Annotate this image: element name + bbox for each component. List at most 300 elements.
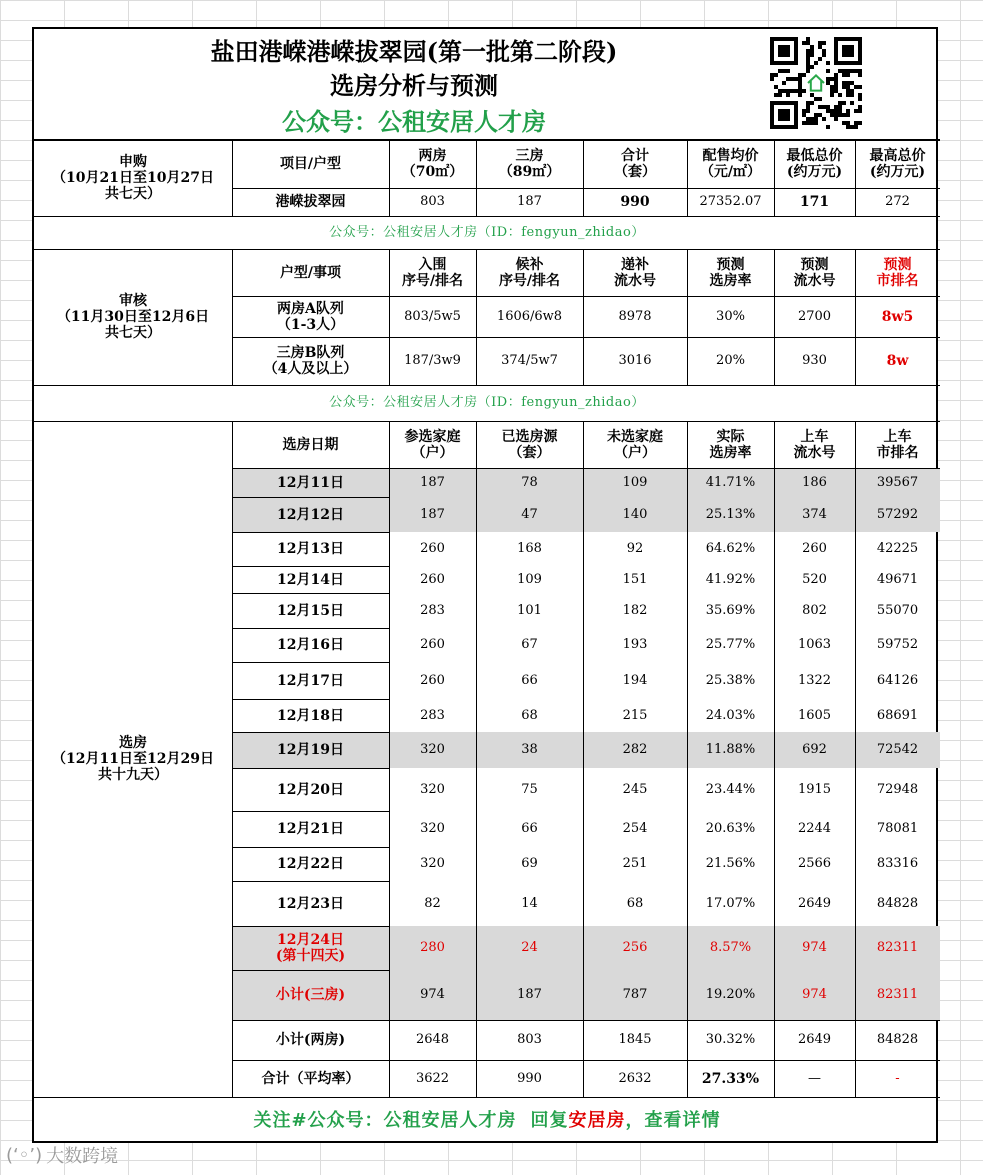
qr-module: [858, 69, 862, 73]
select-data-cell: 168: [517, 541, 542, 556]
qr-module: [774, 73, 778, 77]
qr-module: [810, 65, 814, 69]
qr-module: [806, 41, 810, 45]
qr-module: [830, 85, 834, 89]
select-data-cell: 17.07%: [705, 895, 756, 911]
select-data-cell: 283: [420, 707, 445, 723]
select-data-cell: 合计（平均率）: [261, 1070, 360, 1087]
qr-module: [826, 105, 830, 109]
select-data-cell: 151: [622, 571, 648, 587]
qr-module: [818, 97, 822, 101]
select-data-cell: 12月13日: [277, 541, 344, 557]
qr-module: [778, 89, 782, 93]
title-line-1: 盐田港嵘港嵘拔翠园(第一批第二阶段): [210, 37, 618, 66]
qr-module: [806, 101, 810, 105]
select-data-cell: 12月22日: [277, 856, 344, 872]
qr-finder-core: [842, 45, 854, 57]
qr-module: [818, 113, 822, 117]
qr-module: [782, 81, 786, 85]
qr-module: [826, 109, 830, 113]
qr-module: [854, 69, 858, 73]
select-data-cell: 187: [517, 987, 542, 1002]
qr-module: [854, 85, 858, 89]
qr-module: [806, 69, 810, 73]
qr-module: [842, 101, 846, 105]
review-data-cell: 930: [802, 353, 827, 368]
select-data-cell: 35.69%: [705, 602, 756, 618]
qr-module: [806, 37, 810, 41]
qr-module: [810, 53, 814, 57]
select-data-cell: 25.77%: [705, 637, 756, 652]
select-data-cell: 12月24日 (第十四天): [275, 932, 346, 964]
select-data-cell: 25.38%: [705, 672, 756, 688]
select-data-cell: 320: [420, 742, 445, 757]
qr-module: [858, 85, 862, 89]
qr-module: [834, 113, 838, 117]
select-data-cell: 68691: [876, 707, 919, 723]
qr-finder-core: [778, 45, 790, 57]
select-data-cell: 66: [521, 672, 538, 688]
select-header-cell: 未选家庭 （户）: [607, 428, 663, 461]
review-data-cell: 8978: [618, 308, 652, 324]
select-data-cell: 24.03%: [705, 707, 756, 723]
apply-data-cell: 187: [517, 194, 542, 209]
qr-module: [842, 69, 846, 73]
footer-text-2: 回复: [530, 1110, 569, 1131]
select-data-cell: 23.44%: [705, 781, 756, 797]
select-data-cell: 19.20%: [705, 987, 756, 1002]
select-data-cell: —: [808, 1070, 821, 1086]
qr-module: [842, 121, 846, 125]
qr-module: [778, 69, 782, 73]
qr-module: [838, 93, 842, 97]
qr-module: [802, 41, 806, 45]
select-data-cell: 11.88%: [705, 742, 756, 757]
select-data-cell: 92: [626, 541, 644, 556]
analysis-sheet: [32, 27, 938, 1143]
select-data-cell: 974: [420, 987, 445, 1002]
apply-header-cell: 最高总价 (约万元): [869, 147, 926, 180]
apply-data-cell: 990: [620, 194, 650, 210]
select-data-cell: 1915: [797, 781, 832, 797]
qr-module: [806, 53, 810, 57]
qr-module: [802, 121, 806, 125]
review-data-cell: 三房B队列 （4人及以上）: [263, 345, 358, 377]
review-header-cell: 候补 序号/排名: [498, 256, 561, 289]
qr-module: [830, 93, 834, 97]
select-data-cell: 24: [521, 940, 538, 955]
qr-module: [770, 77, 774, 81]
footer-text-3: 安居房: [568, 1110, 626, 1131]
review-data-cell: 2700: [797, 308, 832, 324]
qr-module: [842, 85, 846, 89]
qr-finder-core: [778, 109, 790, 121]
qr-module: [822, 41, 826, 45]
apply-header-cell: 合计 （套）: [614, 147, 656, 180]
qr-module: [786, 89, 790, 93]
qr-module: [834, 77, 838, 81]
qr-module: [858, 105, 862, 109]
select-data-cell: 68: [521, 707, 538, 723]
footer-text-4: ，查看详情: [625, 1110, 721, 1131]
select-data-cell: 12月19日: [277, 742, 344, 758]
qr-module: [846, 69, 850, 73]
qr-module: [774, 93, 778, 97]
footer-banner: [34, 1099, 940, 1143]
select-header-cell: 参选家庭 （户）: [404, 428, 461, 461]
select-header-cell: 选房日期: [282, 436, 339, 453]
select-data-cell: 69: [521, 856, 538, 871]
qr-module: [806, 49, 810, 53]
qr-module: [846, 125, 850, 129]
qr-module: [850, 81, 854, 85]
select-data-cell: 282: [622, 742, 648, 757]
select-data-cell: 49671: [876, 571, 919, 587]
review-data-cell: 187/3w9: [404, 353, 461, 368]
qr-module: [850, 101, 854, 105]
select-data-cell: 787: [622, 987, 648, 1002]
select-data-cell: 3622: [415, 1070, 450, 1086]
qr-module: [790, 89, 794, 93]
qr-module: [822, 117, 826, 121]
qr-module: [822, 105, 826, 109]
select-data-cell: 182: [622, 602, 648, 618]
wechat-banner-2: 公众号：公租安居人才房（ID：fengyun_zhidao）: [329, 395, 645, 410]
qr-module: [838, 69, 842, 73]
select-data-cell: 974: [802, 987, 827, 1002]
apply-header-cell: 最低总价 (约万元): [786, 147, 843, 180]
select-data-cell: 245: [622, 781, 648, 797]
qr-module: [850, 125, 854, 129]
select-data-cell: 47: [521, 506, 538, 522]
qr-module: [794, 89, 798, 93]
select-data-cell: 251: [622, 856, 648, 871]
select-data-cell: 41.92%: [705, 571, 756, 587]
select-data-cell: 78: [521, 474, 538, 490]
select-data-cell: 187: [420, 506, 445, 522]
select-data-cell: 260: [420, 571, 445, 587]
stage-label-select: 选房 （12月11日至12月29日 共十九天）: [52, 735, 214, 783]
qr-module: [814, 117, 818, 121]
select-data-cell: 68: [626, 895, 644, 911]
select-data-cell: 12月21日: [277, 821, 344, 837]
qr-module: [814, 113, 818, 117]
qr-module: [778, 93, 782, 97]
qr-module: [834, 81, 838, 85]
qr-module: [854, 121, 858, 125]
select-data-cell: 25.13%: [705, 506, 756, 522]
select-data-cell: 12月12日: [277, 506, 344, 523]
select-data-cell: 802: [802, 602, 827, 618]
select-data-cell: 小计(两房): [275, 1032, 346, 1048]
select-data-cell: 64126: [876, 672, 919, 688]
select-data-cell: 2648: [415, 1032, 450, 1047]
qr-module: [826, 81, 830, 85]
qr-module: [802, 89, 806, 93]
select-data-cell: 72948: [876, 781, 919, 797]
watermark-text: 大数跨境: [46, 1146, 119, 1167]
select-data-cell: 57292: [876, 506, 919, 522]
stage-label-apply: 申购 （10月21日至10月27日 共七天）: [52, 153, 214, 202]
select-data-cell: 2632: [618, 1070, 652, 1086]
qr-module: [830, 77, 834, 81]
qr-module: [818, 57, 822, 61]
qr-module: [842, 73, 846, 77]
select-data-cell: 82: [424, 895, 441, 911]
qr-module: [846, 85, 850, 89]
select-data-cell: 14: [521, 895, 538, 911]
qr-module: [798, 89, 802, 93]
select-data-cell: 186: [802, 474, 827, 490]
select-data-cell: -: [895, 1070, 900, 1086]
footer-text-1: 关注#公众号：公租安居人才房: [253, 1110, 517, 1131]
qr-module: [814, 121, 818, 125]
wechat-banner-1: 公众号：公租安居人才房（ID：fengyun_zhidao）: [329, 224, 645, 240]
select-data-cell: 1845: [618, 1032, 652, 1047]
select-data-cell: 280: [420, 940, 445, 955]
select-data-cell: 12月17日: [277, 672, 344, 689]
select-data-cell: 320: [420, 856, 445, 871]
qr-module: [834, 105, 838, 109]
apply-header-cell: 三房 （89㎡）: [498, 147, 561, 180]
apply-header-cell: 项目/户型: [279, 155, 342, 172]
select-data-cell: 374: [802, 506, 827, 522]
qr-module: [822, 53, 826, 57]
qr-module: [810, 101, 814, 105]
select-data-cell: 27.33%: [701, 1070, 760, 1087]
qr-module: [854, 109, 858, 113]
qr-module: [814, 97, 818, 101]
qr-module: [834, 109, 838, 113]
qr-module: [850, 93, 854, 97]
select-data-cell: 83316: [876, 856, 919, 871]
qr-module: [806, 57, 810, 61]
select-data-cell: 1605: [797, 707, 832, 723]
select-data-cell: 256: [622, 940, 648, 955]
qr-module: [858, 73, 862, 77]
qr-module: [846, 113, 850, 117]
watermark: [6, 1142, 118, 1168]
qr-module: [782, 69, 786, 73]
qr-module: [806, 105, 810, 109]
qr-module: [798, 73, 802, 77]
select-data-cell: 260: [420, 541, 445, 556]
select-data-cell: 30.32%: [705, 1032, 756, 1047]
qr-module: [834, 85, 838, 89]
select-data-cell: 78081: [876, 821, 919, 836]
review-data-cell: 30%: [716, 308, 745, 324]
select-data-cell: 320: [420, 781, 445, 797]
qr-module: [802, 73, 806, 77]
qr-module: [838, 105, 842, 109]
select-data-cell: 254: [622, 821, 648, 836]
select-header-cell: 上车 市排名: [876, 428, 919, 461]
qr-module: [810, 117, 814, 121]
review-data-cell: 803/5w5: [404, 308, 461, 324]
review-header-cell: 入围 序号/排名: [401, 256, 464, 289]
select-data-cell: 2649: [797, 1032, 832, 1047]
select-data-cell: 66: [521, 821, 538, 836]
qr-module: [798, 85, 802, 89]
qr-module: [850, 89, 854, 93]
qr-module: [770, 73, 774, 77]
apply-header-cell: 配售均价 （元/㎡）: [699, 147, 762, 180]
select-data-cell: 21.56%: [705, 856, 756, 871]
qr-module: [806, 65, 810, 69]
qr-module: [814, 61, 818, 65]
select-data-cell: 12月18日: [277, 707, 344, 724]
qr-module: [826, 77, 830, 81]
select-data-cell: 20.63%: [705, 821, 756, 836]
qr-module: [782, 89, 786, 93]
select-data-cell: 67: [521, 637, 538, 652]
qr-module: [822, 49, 826, 53]
watermark-logo-icon: (‘◦’): [6, 1144, 43, 1166]
qr-module: [806, 61, 810, 65]
select-data-cell: 小计(三房): [275, 987, 346, 1003]
qr-module: [854, 125, 858, 129]
qr-module: [858, 121, 862, 125]
apply-data-cell: 171: [799, 194, 830, 210]
qr-module: [838, 109, 842, 113]
qr-code-icon: [770, 37, 862, 129]
review-data-cell: 3016: [618, 353, 652, 368]
select-data-cell: 12月15日: [277, 602, 344, 619]
select-data-cell: 12月11日: [277, 474, 344, 491]
select-data-cell: 38: [521, 742, 538, 757]
select-data-cell: 990: [517, 1070, 542, 1086]
wechat-account-title: 公众号：公租安居人才房: [282, 107, 546, 136]
select-data-cell: 84828: [876, 1032, 919, 1047]
qr-module: [858, 109, 862, 113]
qr-module: [838, 101, 842, 105]
qr-module: [810, 121, 814, 125]
apply-data-cell: 803: [420, 194, 445, 209]
review-data-cell: 1606/6w8: [496, 308, 563, 324]
select-header-cell: 上车 流水号: [793, 428, 836, 461]
review-header-cell: 户型/事项: [279, 264, 342, 281]
select-data-cell: 55070: [876, 602, 919, 618]
select-data-cell: 215: [622, 707, 648, 723]
select-data-cell: 283: [420, 602, 445, 618]
select-data-cell: 8.57%: [709, 940, 752, 955]
apply-data-cell: 港嵘拔翠园: [275, 194, 346, 210]
qr-module: [818, 41, 822, 45]
select-data-cell: 140: [622, 506, 648, 522]
select-data-cell: 260: [420, 672, 445, 688]
apply-header-cell: 两房 （70㎡）: [401, 147, 464, 180]
select-data-cell: 2566: [797, 856, 832, 871]
review-data-cell: 8w5: [881, 308, 914, 325]
qr-module: [846, 73, 850, 77]
qr-module: [786, 77, 790, 81]
qr-module: [794, 77, 798, 81]
qr-module: [834, 117, 838, 121]
select-data-cell: 42225: [876, 541, 919, 556]
review-data-cell: 两房A队列 （1-3人）: [276, 300, 345, 333]
select-data-cell: 72542: [876, 742, 919, 757]
title-line-2: 选房分析与预测: [330, 71, 498, 100]
qr-module: [826, 125, 830, 129]
apply-data-cell: 272: [885, 194, 910, 209]
select-data-cell: 803: [517, 1032, 542, 1047]
select-data-cell: 1063: [797, 637, 832, 652]
qr-module: [846, 89, 850, 93]
select-data-cell: 1322: [797, 672, 832, 688]
qr-module: [846, 93, 850, 97]
qr-module: [802, 109, 806, 113]
qr-module: [830, 89, 834, 93]
qr-module: [806, 109, 810, 113]
qr-module: [806, 121, 810, 125]
review-header-cell: 预测 市排名: [876, 256, 919, 289]
review-data-cell: 374/5w7: [501, 353, 558, 368]
select-data-cell: 2244: [797, 821, 832, 836]
select-data-cell: 64.62%: [705, 541, 756, 556]
qr-module: [846, 121, 850, 125]
apply-data-cell: 27352.07: [699, 194, 762, 209]
qr-module: [846, 109, 850, 113]
select-data-cell: 260: [420, 637, 445, 652]
select-data-cell: 187: [420, 474, 445, 490]
select-data-cell: 12月14日: [277, 571, 344, 588]
qr-module: [826, 61, 830, 65]
qr-module: [842, 113, 846, 117]
qr-module: [850, 69, 854, 73]
qr-module: [830, 109, 834, 113]
qr-module: [798, 81, 802, 85]
review-header-cell: 预测 流水号: [793, 256, 836, 289]
select-data-cell: 12月20日: [277, 781, 344, 798]
select-data-cell: 520: [802, 571, 827, 587]
qr-module: [774, 85, 778, 89]
qr-module: [834, 89, 838, 93]
select-data-cell: 84828: [876, 895, 919, 911]
qr-module: [798, 77, 802, 81]
qr-module: [810, 49, 814, 53]
select-data-cell: 109: [517, 571, 542, 587]
select-data-cell: 692: [802, 742, 827, 757]
qr-module: [810, 93, 814, 97]
qr-module: [846, 81, 850, 85]
select-data-cell: 109: [622, 474, 648, 490]
select-header-cell: 实际 选房率: [709, 428, 752, 461]
select-data-cell: 194: [622, 672, 648, 688]
qr-module: [834, 73, 838, 77]
qr-module: [838, 113, 842, 117]
review-header-cell: 递补 流水号: [614, 256, 656, 289]
qr-module: [790, 77, 794, 81]
qr-module: [858, 93, 862, 97]
qr-module: [810, 45, 814, 49]
qr-module: [802, 113, 806, 117]
select-data-cell: 260: [802, 541, 827, 556]
review-data-cell: 20%: [716, 353, 745, 368]
qr-module: [858, 97, 862, 101]
select-data-cell: 39567: [876, 474, 919, 490]
qr-module: [818, 45, 822, 49]
row-divider: [34, 1097, 940, 1098]
select-data-cell: 101: [517, 602, 542, 618]
qr-module: [826, 69, 830, 73]
select-data-cell: 974: [802, 940, 827, 955]
qr-module: [786, 93, 790, 97]
select-data-cell: 82311: [876, 940, 919, 955]
qr-module: [818, 105, 822, 109]
review-header-cell: 预测 选房率: [709, 256, 752, 289]
select-data-cell: 75: [521, 781, 538, 797]
select-data-cell: 12月16日: [277, 637, 344, 653]
